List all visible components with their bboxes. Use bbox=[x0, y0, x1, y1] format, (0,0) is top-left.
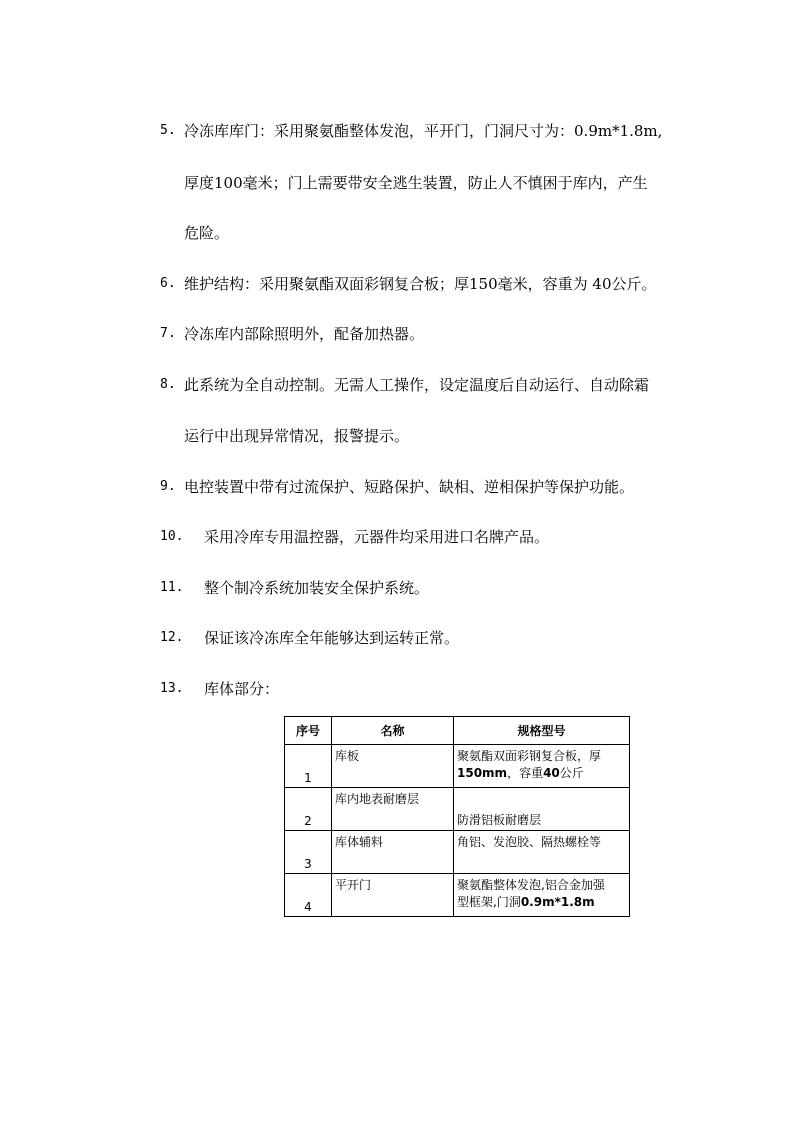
spec-text: 0.9m*1.8m bbox=[520, 895, 595, 909]
spec-table bbox=[284, 716, 630, 917]
item-number: 5. bbox=[160, 123, 176, 138]
spec-text: ，容重 bbox=[507, 766, 544, 780]
row-spec: 防滑铝板耐磨层 bbox=[454, 788, 630, 831]
row-spec bbox=[454, 745, 630, 788]
column-header: 规格型号 bbox=[454, 717, 630, 745]
item-number: 7. bbox=[160, 326, 176, 341]
item-text-line: 整个制冷系统加装安全保护系统。 bbox=[204, 579, 430, 597]
table-header-row bbox=[285, 717, 630, 745]
item-text-line: 维护结构：采用聚氨酯双面彩钢复合板；厚150毫米，容重为 40公斤。 bbox=[184, 275, 657, 293]
table-row bbox=[285, 745, 630, 788]
spec-text: 型框架,门洞 bbox=[457, 895, 521, 909]
row-index: 2 bbox=[285, 788, 332, 831]
row-spec: 角铝、发泡胶、隔热螺栓等 bbox=[454, 831, 630, 874]
spec-text: 40 bbox=[543, 766, 560, 780]
row-name: 平开门 bbox=[332, 874, 454, 917]
table-row bbox=[285, 831, 630, 874]
spec-text: 聚氨酯双面彩钢复合板，厚 bbox=[457, 749, 602, 763]
item-text-line: 此系统为全自动控制。无需人工操作，设定温度后自动运行、自动除霜 bbox=[184, 376, 650, 394]
item-text-line: 冷冻库内部除照明外，配备加热器。 bbox=[184, 325, 425, 343]
row-index: 1 bbox=[285, 745, 332, 788]
spec-text: 聚氨酯整体发泡,铝合金加强 bbox=[457, 878, 605, 892]
item-text-line: 库体部分： bbox=[204, 680, 280, 698]
item-number: 11. bbox=[160, 580, 184, 595]
column-header: 序号 bbox=[285, 717, 332, 745]
row-index: 3 bbox=[285, 831, 332, 874]
item-number: 13. bbox=[160, 681, 184, 696]
item-number: 10. bbox=[160, 529, 184, 544]
item-number: 8. bbox=[160, 377, 176, 392]
row-spec bbox=[454, 874, 630, 917]
row-name: 库板 bbox=[332, 745, 454, 788]
item-number: 12. bbox=[160, 630, 184, 645]
spec-text: 150mm bbox=[457, 766, 508, 780]
item-text-line: 电控装置中带有过流保护、短路保护、缺相、逆相保护等保护功能。 bbox=[184, 478, 635, 496]
item-text-line: 保证该冷冻库全年能够达到运转正常。 bbox=[204, 629, 460, 647]
item-text-line: 采用冷库专用温控器，元器件均采用进口名牌产品。 bbox=[204, 528, 550, 546]
row-name: 库体辅料 bbox=[332, 831, 454, 874]
item-number: 6. bbox=[160, 276, 176, 291]
item-text-line: 冷冻库库门：采用聚氨酯整体发泡，平开门，门洞尺寸为：0.9m*1.8m, bbox=[184, 122, 663, 140]
item-text-line: 危险。 bbox=[184, 224, 230, 242]
item-text-line: 运行中出现异常情况，报警提示。 bbox=[184, 427, 410, 445]
item-number: 9. bbox=[160, 479, 176, 494]
column-header: 名称 bbox=[332, 717, 454, 745]
spec-text: 公斤 bbox=[559, 766, 584, 780]
table-row bbox=[285, 788, 630, 831]
item-text-line: 厚度100毫米；门上需要带安全逃生装置，防止人不慎困于库内，产生 bbox=[184, 174, 648, 192]
table-row bbox=[285, 874, 630, 917]
row-name: 库内地表耐磨层 bbox=[332, 788, 454, 831]
row-index: 4 bbox=[285, 874, 332, 917]
